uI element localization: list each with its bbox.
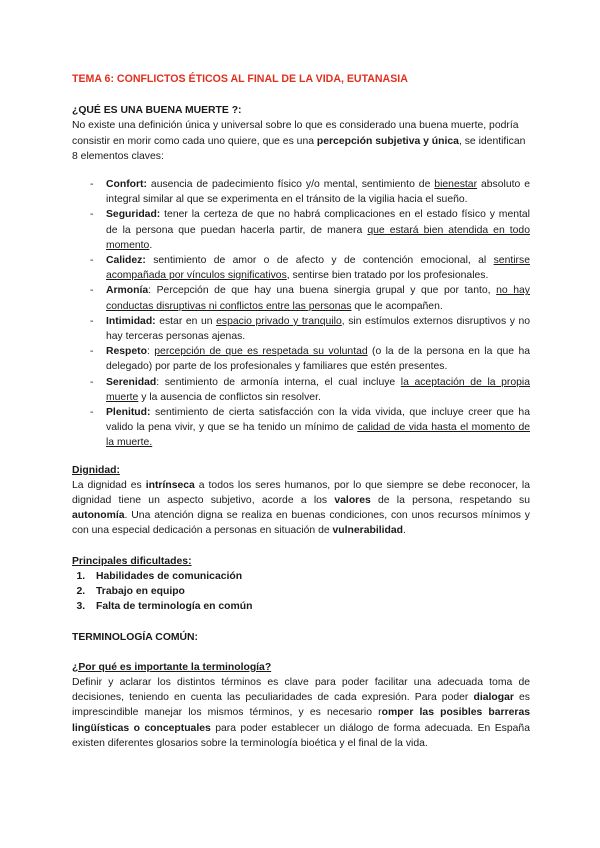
list-item: - Calidez: sentimiento de amor o de afecto y de contención emocional, al sentirse acompañada por vínculos significativos, sentirse bien tratado por los profesionales. [90, 255, 530, 282]
list-item: 2. Trabajo en equipo [88, 584, 530, 599]
list-item: - Intimidad: estar en un espacio privado y tranquilo, sin estímulos externos disruptivos y no hay terceras personas ajenas. [90, 315, 531, 343]
section-heading-buena-muerte: ¿QUÉ ES UNA BUENA MUERTE ?: [72, 105, 242, 117]
section-heading-terminologia: TERMINOLOGÍA COMÚN: [72, 631, 199, 643]
key-elements-list [72, 177, 530, 451]
terminologia-subheading: ¿Por qué es importante la terminología? [72, 661, 272, 673]
section-heading-dignidad: Dignidad: [72, 464, 120, 476]
list-item: - Armonía: Percepción de que hay una buena sinergia grupal y que por tanto, no hay conductas disruptivas ni conflictos entre las personas que le acompañen. [90, 285, 530, 312]
list-item: - Serenidad: sentimiento de armonía interna, el cual incluye la aceptación de la propia muerte y la ausencia de conflictos sin resolver. [90, 376, 530, 403]
list-item: - Plenitud: sentimiento de cierta satisfacción con la vida vivida, que incluye creer que ha valido la pena vivir, y que se ha tenido un mínimo de calidad de vida hasta el momento de la muerte. [90, 407, 530, 449]
list-item: - Confort: ausencia de padecimiento físico y/o mental, sentimiento de bienestar absoluto e integral similar al que se experimenta en el tránsito de la vigilia hacia el sueño. [90, 179, 530, 206]
dignidad-paragraph: La dignidad es intrínseca a todos los seres humanos, por lo que siempre se debe reconocer, la dignidad tiene un aspecto subjetivo, acorde a los valores de la persona, respetando su autonomía. Una atención digna se realiza en buenas condiciones, con unos recursos mínimos y con una especial dedicación a personas en situación de vulnerabilidad. [72, 479, 531, 537]
document-title: TEMA 6: CONFLICTOS ÉTICOS AL FINAL DE LA VIDA, EUTANASIA [72, 73, 408, 85]
list-item: - Seguridad: tener la certeza de que no habrá complicaciones en el estado físico y mental de la persona que puedan hacerla partir, de manera que estará bien atendida en todo momento. [90, 209, 530, 251]
difficulties-list [72, 569, 530, 615]
buena-muerte-intro: No existe una definición única y universal sobre lo que es considerado una buena muerte, podría consistir en morir como cada uno quiere, que es una percepción subjetiva y única, se identifican 8 elementos claves: [72, 120, 526, 162]
document-page [72, 72, 530, 751]
terminologia-paragraph: Definir y aclarar los distintos términos es clave para poder facilitar una adecuada toma de decisiones, teniendo en cuenta las peculiaridades de cada expresión. Para poder dialogar es imprescindible manejar los mismos términos, y es necesario romper las posibles barreras lingüísticas o conceptuales para poder establecer un diálogo de forma adecuada. En España existen diferentes glosarios sobre la terminología bioética y el final de la vida. [72, 676, 531, 749]
list-item: - Respeto: percepción de que es respetada su voluntad (o la de la persona en la que ha delegado) por parte de los profesionales y familiares que estén presentes. [90, 346, 530, 373]
section-heading-dificultades: Principales dificultades: [72, 555, 192, 567]
list-item: 3. Falta de terminología en común [88, 599, 530, 614]
list-item: 1. Habilidades de comunicación [88, 569, 530, 584]
